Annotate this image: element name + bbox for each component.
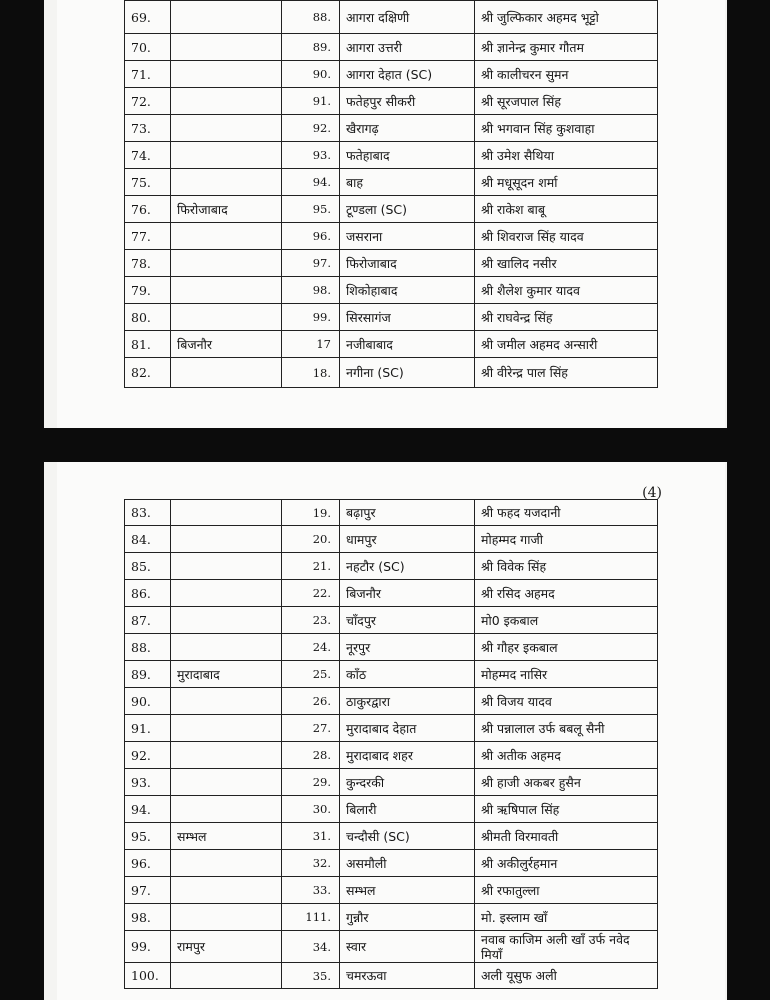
constituency-name-cell: आगरा दक्षिणी (340, 1, 475, 34)
serial-number-cell: 86. (125, 580, 171, 607)
constituency-number-cell: 92. (282, 115, 340, 142)
scan-border-right (727, 0, 770, 1000)
district-cell (171, 1, 282, 34)
constituency-name-cell: फिरोजाबाद (340, 250, 475, 277)
candidate-name-cell: अली यूसुफ अली (475, 963, 658, 989)
constituency-name-cell: गुन्नौर (340, 904, 475, 931)
serial-number-cell: 96. (125, 850, 171, 877)
candidate-name-cell: श्री ऋषिपाल सिंह (475, 796, 658, 823)
serial-number-cell: 69. (125, 1, 171, 34)
constituency-number-cell: 21. (282, 553, 340, 580)
candidate-name-cell: श्री भगवान सिंह कुशवाहा (475, 115, 658, 142)
serial-number-cell: 80. (125, 304, 171, 331)
constituency-number-cell: 25. (282, 661, 340, 688)
serial-number-cell: 84. (125, 526, 171, 553)
district-cell (171, 904, 282, 931)
district-cell (171, 877, 282, 904)
candidate-name-cell: श्री अकीलुर्रहमान (475, 850, 658, 877)
serial-number-cell: 81. (125, 331, 171, 358)
district-cell (171, 742, 282, 769)
constituency-number-cell: 88. (282, 1, 340, 34)
district-cell: बिजनौर (171, 331, 282, 358)
constituency-name-cell: चमरऊवा (340, 963, 475, 989)
table-row (125, 580, 658, 607)
district-cell (171, 688, 282, 715)
constituency-number-cell: 18. (282, 358, 340, 388)
table-row (125, 331, 658, 358)
candidate-table-bottom (124, 499, 658, 989)
district-cell: मुरादाबाद (171, 661, 282, 688)
constituency-number-cell: 95. (282, 196, 340, 223)
serial-number-cell: 94. (125, 796, 171, 823)
serial-number-cell: 88. (125, 634, 171, 661)
constituency-number-cell: 90. (282, 61, 340, 88)
district-cell (171, 277, 282, 304)
table-row (125, 115, 658, 142)
constituency-number-cell: 17 (282, 331, 340, 358)
constituency-name-cell: बढ़ापुर (340, 500, 475, 526)
table-row (125, 61, 658, 88)
constituency-number-cell: 29. (282, 769, 340, 796)
constituency-number-cell: 97. (282, 250, 340, 277)
constituency-number-cell: 96. (282, 223, 340, 250)
constituency-name-cell: असमौली (340, 850, 475, 877)
constituency-number-cell: 35. (282, 963, 340, 989)
table-row (125, 823, 658, 850)
table-row (125, 769, 658, 796)
serial-number-cell: 79. (125, 277, 171, 304)
district-cell: सम्भल (171, 823, 282, 850)
candidate-name-cell: श्री ज्ञानेन्द्र कुमार गौतम (475, 34, 658, 61)
table-row (125, 34, 658, 61)
table-row (125, 304, 658, 331)
constituency-name-cell: आगरा देहात (SC) (340, 61, 475, 88)
constituency-name-cell: टूण्डला (SC) (340, 196, 475, 223)
district-cell (171, 607, 282, 634)
district-cell: रामपुर (171, 931, 282, 963)
district-cell (171, 169, 282, 196)
constituency-number-cell: 24. (282, 634, 340, 661)
constituency-name-cell: बाह (340, 169, 475, 196)
serial-number-cell: 87. (125, 607, 171, 634)
candidate-name-cell: श्री राकेश बाबू (475, 196, 658, 223)
constituency-number-cell: 32. (282, 850, 340, 877)
serial-number-cell: 70. (125, 34, 171, 61)
candidate-name-cell: श्री मधूसूदन शर्मा (475, 169, 658, 196)
table-row (125, 358, 658, 388)
serial-number-cell: 72. (125, 88, 171, 115)
candidate-name-cell: नवाब काजिम अली खाँ उर्फ नवेद मियाँ (475, 931, 658, 963)
table-row (125, 963, 658, 989)
serial-number-cell: 92. (125, 742, 171, 769)
table-row (125, 196, 658, 223)
candidate-name-cell: श्री रसिद अहमद (475, 580, 658, 607)
candidate-name-cell: मोहम्मद नासिर (475, 661, 658, 688)
table-row (125, 142, 658, 169)
constituency-name-cell: फतेहपुर सीकरी (340, 88, 475, 115)
constituency-number-cell: 99. (282, 304, 340, 331)
constituency-name-cell: चन्दौसी (SC) (340, 823, 475, 850)
district-cell (171, 715, 282, 742)
constituency-number-cell: 28. (282, 742, 340, 769)
district-cell (171, 634, 282, 661)
table-row (125, 661, 658, 688)
candidate-name-cell: श्री फहद यजदानी (475, 500, 658, 526)
constituency-number-cell: 89. (282, 34, 340, 61)
constituency-number-cell: 19. (282, 500, 340, 526)
table-row (125, 688, 658, 715)
candidate-name-cell: मोहम्मद गाजी (475, 526, 658, 553)
candidate-name-cell: श्री अतीक अहमद (475, 742, 658, 769)
constituency-name-cell: आगरा उत्तरी (340, 34, 475, 61)
candidate-name-cell: मो. इस्लाम खाँ (475, 904, 658, 931)
table-row (125, 169, 658, 196)
table-row (125, 88, 658, 115)
serial-number-cell: 71. (125, 61, 171, 88)
constituency-number-cell: 30. (282, 796, 340, 823)
constituency-number-cell: 23. (282, 607, 340, 634)
district-cell (171, 526, 282, 553)
constituency-name-cell: बिलारी (340, 796, 475, 823)
serial-number-cell: 89. (125, 661, 171, 688)
candidate-table-top-body (125, 1, 658, 388)
constituency-name-cell: सिरसागंज (340, 304, 475, 331)
serial-number-cell: 78. (125, 250, 171, 277)
constituency-name-cell: धामपुर (340, 526, 475, 553)
candidate-name-cell: श्री हाजी अकबर हुसैन (475, 769, 658, 796)
constituency-name-cell: फतेहाबाद (340, 142, 475, 169)
constituency-name-cell: ठाकुरद्वारा (340, 688, 475, 715)
table-row (125, 553, 658, 580)
constituency-name-cell: मुरादाबाद शहर (340, 742, 475, 769)
district-cell (171, 115, 282, 142)
table-row (125, 796, 658, 823)
constituency-name-cell: नगीना (SC) (340, 358, 475, 388)
serial-number-cell: 76. (125, 196, 171, 223)
district-cell (171, 769, 282, 796)
serial-number-cell: 77. (125, 223, 171, 250)
table-row (125, 607, 658, 634)
constituency-number-cell: 98. (282, 277, 340, 304)
candidate-name-cell: श्री जुल्फिकार अहमद भूट्टो (475, 1, 658, 34)
candidate-name-cell: श्री वीरेन्द्र पाल सिंह (475, 358, 658, 388)
constituency-number-cell: 31. (282, 823, 340, 850)
district-cell (171, 358, 282, 388)
serial-number-cell: 95. (125, 823, 171, 850)
scan-border-left (0, 0, 44, 1000)
serial-number-cell: 73. (125, 115, 171, 142)
district-cell (171, 963, 282, 989)
candidate-name-cell: श्री उमेश सैथिया (475, 142, 658, 169)
candidate-name-cell: श्री पन्नालाल उर्फ बबलू सैनी (475, 715, 658, 742)
constituency-name-cell: बिजनौर (340, 580, 475, 607)
serial-number-cell: 75. (125, 169, 171, 196)
constituency-number-cell: 33. (282, 877, 340, 904)
candidate-name-cell: श्री कालीचरन सुमन (475, 61, 658, 88)
table-row (125, 277, 658, 304)
serial-number-cell: 90. (125, 688, 171, 715)
constituency-number-cell: 26. (282, 688, 340, 715)
table-row (125, 634, 658, 661)
candidate-name-cell: श्री जमील अहमद अन्सारी (475, 331, 658, 358)
district-cell (171, 88, 282, 115)
candidate-name-cell: श्री शैलेश कुमार यादव (475, 277, 658, 304)
table-row (125, 500, 658, 526)
page-number: (4) (642, 485, 662, 501)
table-row (125, 250, 658, 277)
constituency-number-cell: 34. (282, 931, 340, 963)
district-cell (171, 142, 282, 169)
table-row (125, 742, 658, 769)
serial-number-cell: 85. (125, 553, 171, 580)
serial-number-cell: 98. (125, 904, 171, 931)
serial-number-cell: 93. (125, 769, 171, 796)
serial-number-cell: 82. (125, 358, 171, 388)
constituency-name-cell: नजीबाबाद (340, 331, 475, 358)
district-cell (171, 61, 282, 88)
district-cell (171, 304, 282, 331)
table-row (125, 526, 658, 553)
district-cell (171, 500, 282, 526)
constituency-name-cell: काँठ (340, 661, 475, 688)
table-row (125, 223, 658, 250)
district-cell (171, 34, 282, 61)
constituency-name-cell: मुरादाबाद देहात (340, 715, 475, 742)
candidate-name-cell: श्री राघवेन्द्र सिंह (475, 304, 658, 331)
serial-number-cell: 97. (125, 877, 171, 904)
constituency-name-cell: खैरागढ़ (340, 115, 475, 142)
district-cell (171, 250, 282, 277)
constituency-name-cell: नहटौर (SC) (340, 553, 475, 580)
constituency-name-cell: चाँदपुर (340, 607, 475, 634)
page-separator (0, 428, 770, 462)
constituency-number-cell: 93. (282, 142, 340, 169)
serial-number-cell: 74. (125, 142, 171, 169)
serial-number-cell: 100. (125, 963, 171, 989)
district-cell (171, 850, 282, 877)
table-row (125, 715, 658, 742)
constituency-number-cell: 22. (282, 580, 340, 607)
constituency-name-cell: सम्भल (340, 877, 475, 904)
constituency-number-cell: 20. (282, 526, 340, 553)
constituency-name-cell: जसराना (340, 223, 475, 250)
constituency-name-cell: कुन्दरकी (340, 769, 475, 796)
candidate-name-cell: श्री खालिद नसीर (475, 250, 658, 277)
candidate-name-cell: श्री गौहर इकबाल (475, 634, 658, 661)
table-row (125, 1, 658, 34)
table-row (125, 931, 658, 963)
candidate-name-cell: श्री विजय यादव (475, 688, 658, 715)
constituency-name-cell: नूरपुर (340, 634, 475, 661)
constituency-name-cell: शिकोहाबाद (340, 277, 475, 304)
candidate-name-cell: श्रीमती विरमावती (475, 823, 658, 850)
serial-number-cell: 91. (125, 715, 171, 742)
district-cell: फिरोजाबाद (171, 196, 282, 223)
serial-number-cell: 83. (125, 500, 171, 526)
table-row (125, 877, 658, 904)
candidate-name-cell: श्री विवेक सिंह (475, 553, 658, 580)
constituency-name-cell: स्वार (340, 931, 475, 963)
district-cell (171, 580, 282, 607)
constituency-number-cell: 27. (282, 715, 340, 742)
district-cell (171, 796, 282, 823)
constituency-number-cell: 111. (282, 904, 340, 931)
candidate-name-cell: श्री शिवराज सिंह यादव (475, 223, 658, 250)
table-row (125, 904, 658, 931)
candidate-name-cell: श्री सूरजपाल सिंह (475, 88, 658, 115)
district-cell (171, 553, 282, 580)
constituency-number-cell: 91. (282, 88, 340, 115)
candidate-name-cell: श्री रफातुल्ला (475, 877, 658, 904)
table-row (125, 850, 658, 877)
candidate-table-bottom-body (125, 500, 658, 989)
district-cell (171, 223, 282, 250)
constituency-number-cell: 94. (282, 169, 340, 196)
serial-number-cell: 99. (125, 931, 171, 963)
candidate-table-top (124, 0, 658, 388)
candidate-name-cell: मो0 इकबाल (475, 607, 658, 634)
